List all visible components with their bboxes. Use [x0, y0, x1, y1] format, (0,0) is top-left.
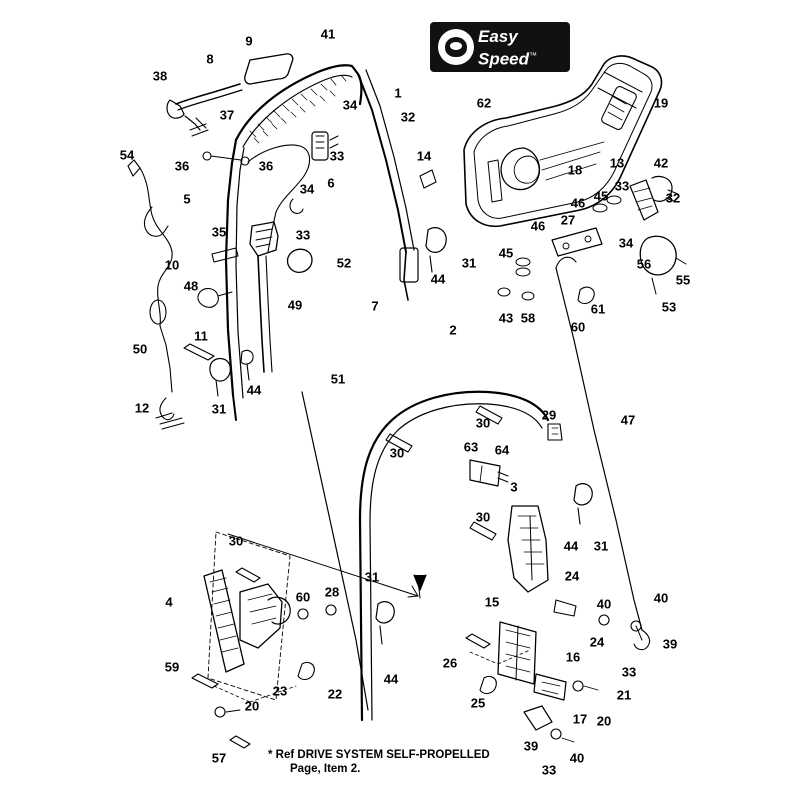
callout-number: 34 — [299, 181, 315, 197]
footnote-line-2: Page, Item 2. — [290, 763, 361, 775]
callout-number: 58 — [520, 310, 536, 326]
callout-number: 53 — [661, 299, 677, 315]
callout-number: 31 — [364, 569, 380, 585]
callout-number: 46 — [530, 218, 546, 234]
callout-number: 47 — [620, 412, 636, 428]
callout-number: 44 — [246, 382, 262, 398]
footnote-line-1: * Ref DRIVE SYSTEM SELF-PROPELLED — [268, 749, 490, 761]
callout-number: 32 — [400, 109, 416, 125]
callout-number: 33 — [295, 227, 311, 243]
callout-number: 37 — [219, 107, 235, 123]
callout-number: 60 — [570, 319, 586, 335]
callout-number: 2 — [449, 322, 457, 338]
callout-number: 19 — [653, 95, 669, 111]
mascot-face-icon — [438, 29, 474, 65]
callout-number: 33 — [329, 148, 345, 164]
callout-number: 30 — [228, 533, 244, 549]
callout-number: 24 — [564, 568, 580, 584]
callout-number: 30 — [389, 445, 405, 461]
callout-number: 1 — [394, 85, 402, 101]
callout-number: 40 — [596, 596, 612, 612]
callout-number: 42 — [653, 155, 669, 171]
callout-number: 44 — [563, 538, 579, 554]
callout-number: 48 — [183, 278, 199, 294]
callout-number: 41 — [320, 26, 336, 42]
callout-number: 31 — [593, 538, 609, 554]
callout-number: 33 — [621, 664, 637, 680]
callout-number: 31 — [211, 401, 227, 417]
callout-number: 6 — [327, 175, 335, 191]
callout-number: 52 — [336, 255, 352, 271]
logo-line-2: Speed™ — [478, 49, 538, 69]
callout-number: 59 — [164, 659, 180, 675]
callout-number: 38 — [152, 68, 168, 84]
callout-number: 39 — [523, 738, 539, 754]
callout-number: 34 — [618, 235, 634, 251]
callout-number: 27 — [560, 212, 576, 228]
callout-number: 60 — [295, 589, 311, 605]
callout-number: 61 — [590, 301, 606, 317]
callout-number: 8 — [206, 51, 214, 67]
callout-number: 39 — [662, 636, 678, 652]
callout-number: 10 — [164, 257, 180, 273]
callout-number: 20 — [596, 713, 612, 729]
callout-number: 29 — [541, 407, 557, 423]
callout-number: 57 — [211, 750, 227, 766]
callout-number: 46 — [570, 195, 586, 211]
callout-number: 22 — [327, 686, 343, 702]
callout-number: 7 — [371, 298, 379, 314]
callout-number: 18 — [567, 162, 583, 178]
callout-number: 54 — [119, 147, 135, 163]
callout-number: 13 — [609, 155, 625, 171]
callout-number: 28 — [324, 584, 340, 600]
callout-number: 20 — [244, 698, 260, 714]
callout-number: 4 — [165, 594, 173, 610]
callout-number: 55 — [675, 272, 691, 288]
callout-number: 23 — [272, 683, 288, 699]
callout-number: 31 — [461, 255, 477, 271]
callout-number: 9 — [245, 33, 253, 49]
callout-number: 32 — [665, 190, 681, 206]
callout-number: 45 — [498, 245, 514, 261]
callout-number: 40 — [653, 590, 669, 606]
callout-number: 24 — [589, 634, 605, 650]
callout-number: 3 — [510, 479, 518, 495]
callout-number: 63 — [463, 439, 479, 455]
callout-number: 50 — [132, 341, 148, 357]
callout-number: 14 — [416, 148, 432, 164]
callout-number: 33 — [614, 178, 630, 194]
callout-number: 34 — [342, 97, 358, 113]
callout-number: 64 — [494, 442, 510, 458]
callout-number: 45 — [593, 188, 609, 204]
callout-number: 51 — [330, 371, 346, 387]
callout-number: 44 — [430, 271, 446, 287]
callout-number: 62 — [476, 95, 492, 111]
callout-number: 5 — [183, 191, 191, 207]
callout-number: 21 — [616, 687, 632, 703]
callout-number: 12 — [134, 400, 150, 416]
logo-line-1: Easy — [478, 27, 518, 46]
callout-number: 26 — [442, 655, 458, 671]
callout-number: 30 — [475, 415, 491, 431]
callout-number: 36 — [174, 158, 190, 174]
logo-text — [478, 27, 537, 69]
callout-number: 25 — [470, 695, 486, 711]
callout-number: 44 — [383, 671, 399, 687]
callout-number: 11 — [194, 328, 208, 344]
callout-number: 16 — [565, 649, 581, 665]
callout-number: 56 — [636, 256, 652, 272]
callout-number: 35 — [211, 224, 227, 240]
callout-number: 36 — [258, 158, 274, 174]
callout-number: 17 — [572, 711, 588, 727]
callout-number: 43 — [498, 310, 514, 326]
callout-number: 49 — [287, 297, 303, 313]
callout-number: 30 — [475, 509, 491, 525]
trademark-symbol: ™ — [529, 51, 538, 60]
brand-logo — [430, 22, 570, 72]
callout-number: 40 — [569, 750, 585, 766]
callout-number: 33 — [541, 762, 557, 778]
callout-number: 15 — [484, 594, 500, 610]
